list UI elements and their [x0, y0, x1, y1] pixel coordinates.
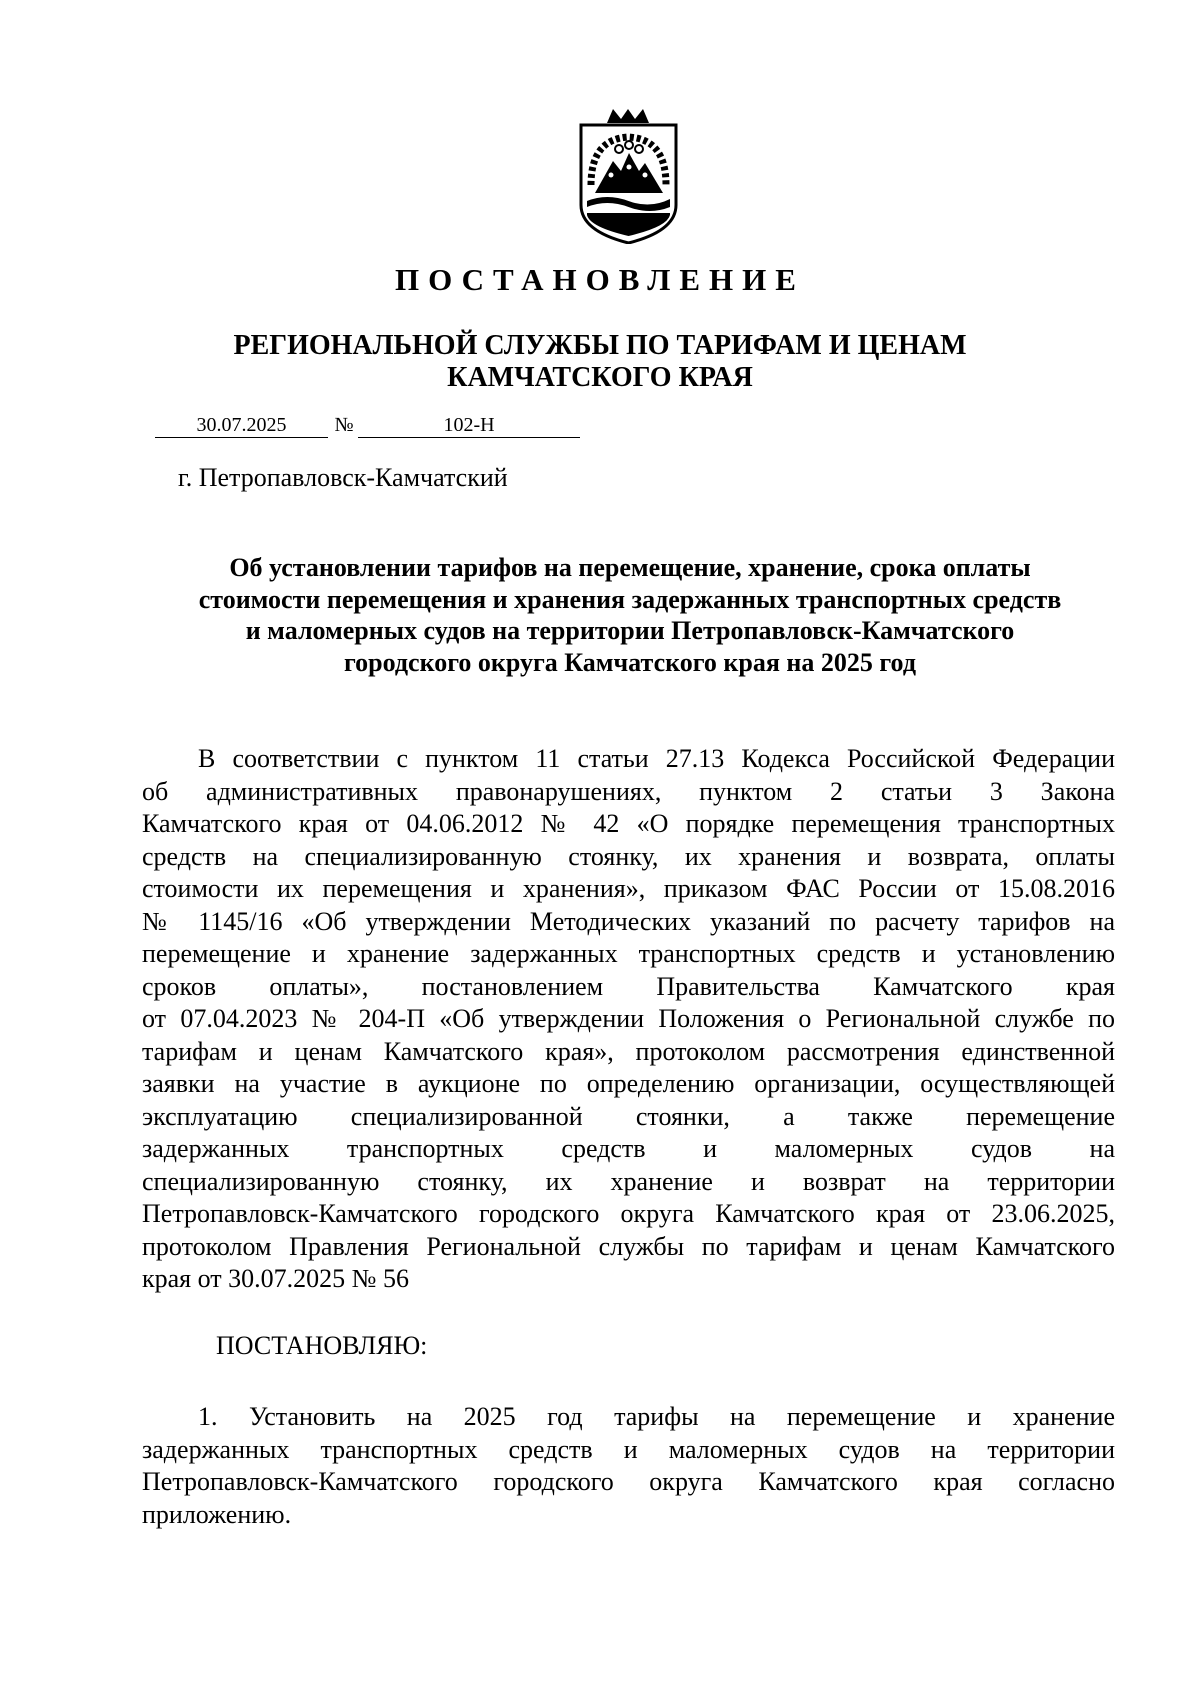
resolve-heading: ПОСТАНОВЛЯЮ:: [216, 1331, 428, 1360]
preamble-line: стоимости их перемещения и хранения», приказом ФАС России от 15.08.2016: [142, 874, 1115, 903]
preamble-line: перемещение и хранение задержанных транспортных средств и установлению: [142, 939, 1115, 968]
title-line: Об установлении тарифов на перемещение, хранение, срока оплаты: [229, 553, 1031, 582]
preamble-line: эксплуатацию специализированной стоянки, а также перемещение: [142, 1101, 1115, 1131]
preamble-line: сроков оплаты», постановлением Правительства Камчатского края: [142, 971, 1115, 1001]
preamble-line: заявки на участие в аукционе по определению организации, осуществляющей: [142, 1069, 1115, 1098]
issuer-line: РЕГИОНАЛЬНОЙ СЛУЖБЫ ПО ТАРИФАМ И ЦЕНАМ: [233, 330, 967, 361]
preamble-line: тарифам и ценам Камчатского края», протоколом рассмотрения единственной: [142, 1036, 1115, 1066]
title-line: стоимости перемещения и хранения задержанных транспортных средств: [198, 584, 1062, 614]
preamble-line: протоколом Правления Региональной службы по тарифам и ценам Камчатского: [142, 1231, 1115, 1261]
clause-line: задержанных транспортных средств и маломерных судов на территории: [142, 1434, 1115, 1464]
kamchatka-coat-of-arms-icon: [577, 109, 680, 244]
preamble-line: специализированную стоянку, их хранение и возврат на территории: [142, 1166, 1115, 1196]
issuer-line: КАМЧАТСКОГО КРАЯ: [447, 362, 753, 393]
preamble-paragraph: [142, 743, 1115, 1296]
issuer-heading: [0, 330, 1200, 394]
preamble-line: В соответствии с пунктом 11 статьи 27.13 Кодекса Российской Федерации: [198, 744, 1115, 773]
preamble-line: № 1145/16 «Об утверждении Методических указаний по расчету тарифов на: [142, 906, 1115, 936]
clause-line: приложению.: [142, 1499, 292, 1529]
preamble-line: края от 30.07.2025 № 56: [142, 1264, 409, 1293]
preamble-line: об административных правонарушениях, пунктом 2 статьи 3 Закона: [142, 776, 1115, 806]
clause-1: [142, 1401, 1115, 1531]
document-type-heading: ПОСТАНОВЛЕНИЕ: [395, 262, 805, 297]
title-line: городского округа Камчатского края на 2025 год: [344, 647, 916, 677]
preamble-line: Камчатского края от 04.06.2012 № 42 «О порядке перемещения транспортных: [142, 809, 1115, 838]
document-title: [140, 552, 1120, 678]
preamble-line: Петропавловск-Камчатского городского округа Камчатского края от 23.06.2025,: [142, 1199, 1115, 1228]
document-date: 30.07.2025: [155, 413, 328, 438]
preamble-line: от 07.04.2023 № 204-П «Об утверждении Положения о Региональной службе по: [142, 1004, 1115, 1033]
number-sign: №: [334, 414, 354, 436]
preamble-line: средств на специализированную стоянку, их хранения и возврата, оплаты: [142, 841, 1115, 871]
clause-line: 1. Установить на 2025 год тарифы на перемещение и хранение: [198, 1402, 1115, 1431]
clause-line: Петропавловск-Камчатского городского округа Камчатского края согласно: [142, 1467, 1115, 1496]
document-number: 102-Н: [358, 413, 580, 438]
preamble-line: задержанных транспортных средств и маломерных судов на: [142, 1134, 1115, 1163]
city-line: г. Петропавловск-Камчатский: [178, 463, 508, 492]
title-line: и маломерных судов на территории Петропавловск-Камчатского: [245, 616, 1015, 645]
